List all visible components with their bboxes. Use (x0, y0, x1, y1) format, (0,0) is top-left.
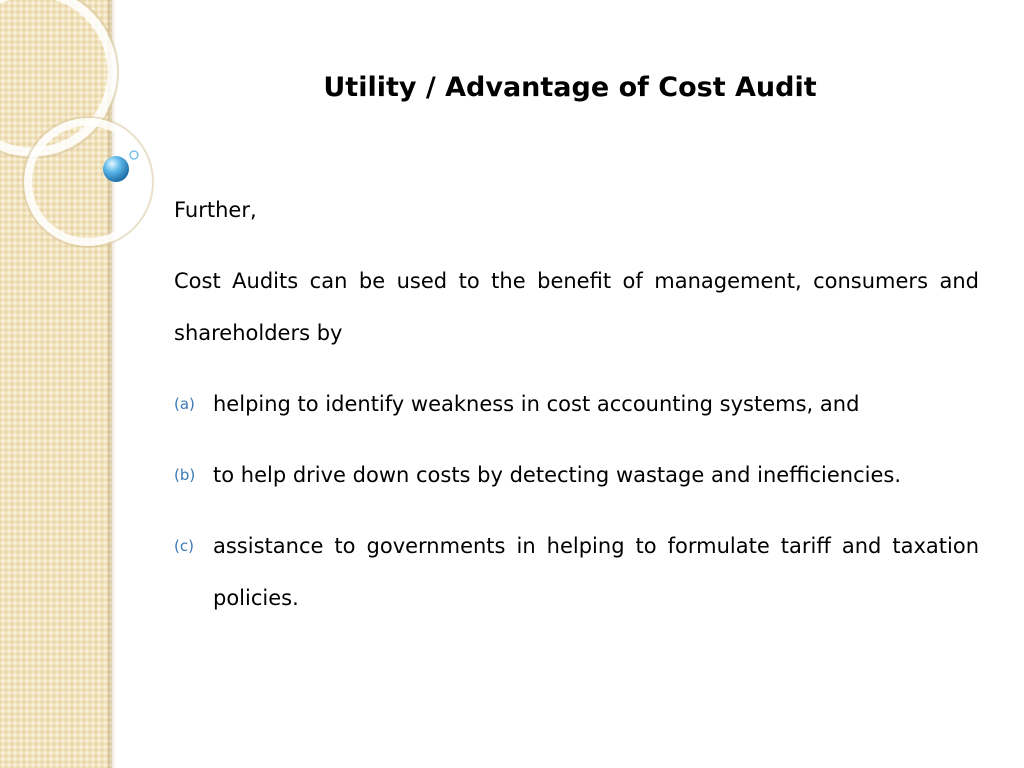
lead-paragraph: Cost Audits can be used to the benefit of management, consumers and shareholders by (174, 269, 979, 345)
list-marker: (a) (174, 395, 195, 413)
small-bubble-icon (130, 151, 138, 159)
list-marker: (c) (174, 537, 194, 555)
list-item (174, 520, 979, 624)
list-item (174, 378, 979, 430)
list-item-text: assistance to governments in helping to formulate tariff and taxation policies. (213, 534, 979, 610)
list-item (174, 449, 979, 501)
intro-text: Further, (174, 198, 257, 222)
decorative-rings (0, 0, 180, 300)
slide-title: Utility / Advantage of Cost Audit (323, 72, 817, 103)
blue-orb-icon (103, 156, 129, 182)
small-ring (28, 122, 148, 242)
list-item-text: to help drive down costs by detecting wastage and inefficiencies. (213, 463, 902, 487)
benefit-list (174, 378, 979, 624)
list-marker: (b) (174, 466, 196, 484)
slide-body (174, 184, 979, 643)
list-item-text: helping to identify weakness in cost accounting systems, and (213, 392, 860, 416)
